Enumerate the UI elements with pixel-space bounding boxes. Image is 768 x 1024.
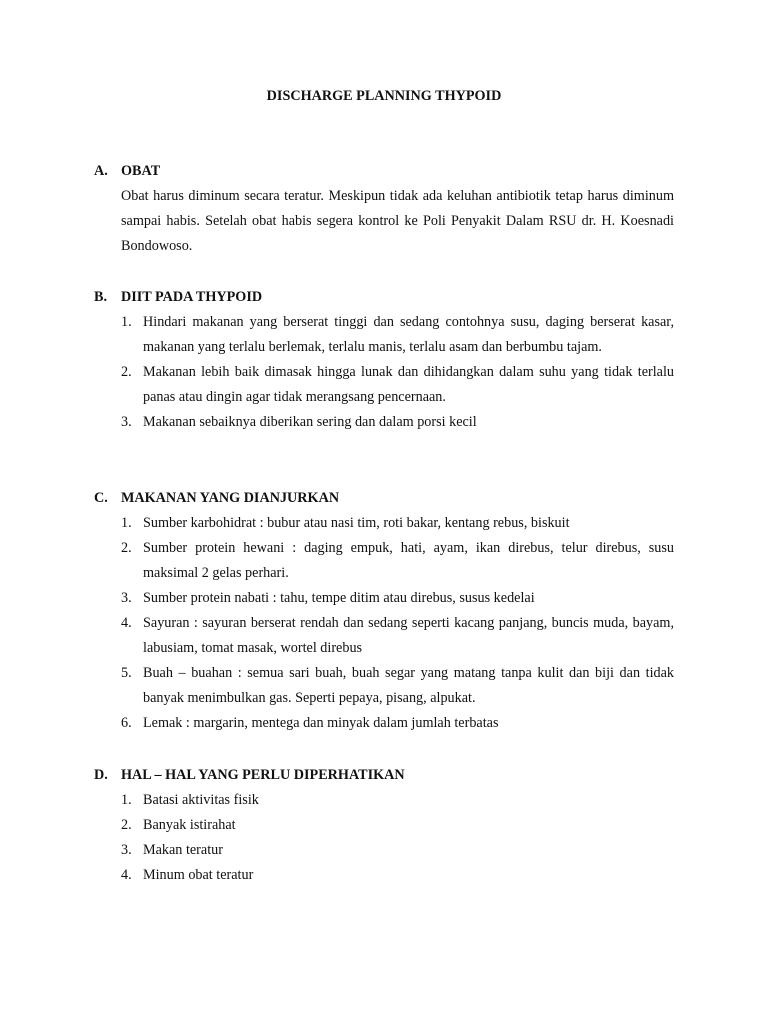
list-item (94, 310, 674, 360)
section-paragraph: Obat harus diminum secara teratur. Meskipun tidak ada keluhan antibiotik tetap harus diminum sampai habis. Setelah obat habis segera kontrol ke Poli Penyakit Dalam RSU dr. H. Koesnadi Bondowoso. (121, 188, 674, 254)
list-item (94, 838, 674, 863)
list-item-number: 1. (121, 314, 132, 330)
section-obat (94, 159, 674, 259)
list-item-text: Minum obat teratur (143, 867, 254, 883)
list-item-number: 1. (121, 792, 132, 808)
list-item-number: 4. (121, 615, 132, 631)
list-item (94, 788, 674, 813)
section-title: OBAT (121, 163, 161, 179)
list-item-number: 2. (121, 817, 132, 833)
list-item-text: Makan teratur (143, 842, 223, 858)
list-item-text: Makanan sebaiknya diberikan sering dan dalam porsi kecil (143, 414, 477, 430)
section-letter: A. (94, 163, 108, 179)
list-item-number: 6. (121, 715, 132, 731)
section-title: HAL – HAL YANG PERLU DIPERHATIKAN (121, 767, 405, 783)
list-item-number: 2. (121, 364, 132, 380)
section-letter: C. (94, 490, 108, 506)
list-item-number: 5. (121, 665, 132, 681)
section-title: DIIT PADA THYPOID (121, 289, 263, 305)
list-item-number: 3. (121, 414, 132, 430)
numbered-list (94, 511, 674, 736)
numbered-list (94, 310, 674, 435)
list-item (94, 511, 674, 536)
list-item (94, 536, 674, 586)
list-item (94, 410, 674, 435)
list-item-number: 4. (121, 867, 132, 883)
numbered-list (94, 788, 674, 888)
list-item-text: Hindari makanan yang berserat tinggi dan sedang contohnya susu, daging berserat kasar, makanan yang terlalu berlemak, terlalu manis, terlalu asam dan berbumbu tajam. (143, 314, 674, 355)
list-item-text: Sumber karbohidrat : bubur atau nasi tim, roti bakar, kentang rebus, biskuit (143, 515, 570, 531)
list-item-text: Sumber protein nabati : tahu, tempe ditim atau direbus, susus kedelai (143, 590, 535, 606)
section-heading (94, 763, 674, 788)
list-item (94, 611, 674, 661)
section-hal-diperhatikan (94, 763, 674, 888)
list-item-number: 3. (121, 842, 132, 858)
list-item (94, 360, 674, 410)
section-heading (94, 285, 674, 310)
list-item-text: Sumber protein hewani : daging empuk, hati, ayam, ikan direbus, telur direbus, susu maksimal 2 gelas perhari. (143, 540, 674, 581)
section-heading (94, 486, 674, 511)
list-item (94, 863, 674, 888)
list-item-number: 3. (121, 590, 132, 606)
list-item (94, 813, 674, 838)
list-item-text: Buah – buahan : semua sari buah, buah segar yang matang tanpa kulit dan biji dan tidak banyak menimbulkan gas. Seperti pepaya, pisang, alpukat. (143, 665, 674, 706)
section-makanan-dianjurkan (94, 486, 674, 736)
section-letter: D. (94, 767, 108, 783)
list-item (94, 661, 674, 711)
list-item-text: Batasi aktivitas fisik (143, 792, 259, 808)
list-item-text: Lemak : margarin, mentega dan minyak dalam jumlah terbatas (143, 715, 499, 731)
list-item-number: 2. (121, 540, 132, 556)
list-item (94, 586, 674, 611)
list-item-text: Makanan lebih baik dimasak hingga lunak dan dihidangkan dalam suhu yang tidak terlalu panas atau dingin agar tidak merangsang pencernaan. (143, 364, 674, 405)
list-item (94, 711, 674, 736)
section-title: MAKANAN YANG DIANJURKAN (121, 490, 340, 506)
list-item-text: Sayuran : sayuran berserat rendah dan sedang seperti kacang panjang, buncis muda, bayam, labusiam, tomat masak, wortel direbus (143, 615, 674, 656)
document-title: DISCHARGE PLANNING THYPOID (266, 88, 502, 104)
section-letter: B. (94, 289, 108, 305)
list-item-number: 1. (121, 515, 132, 531)
list-item-text: Banyak istirahat (143, 817, 236, 833)
section-diit (94, 285, 674, 435)
section-heading (94, 159, 674, 184)
